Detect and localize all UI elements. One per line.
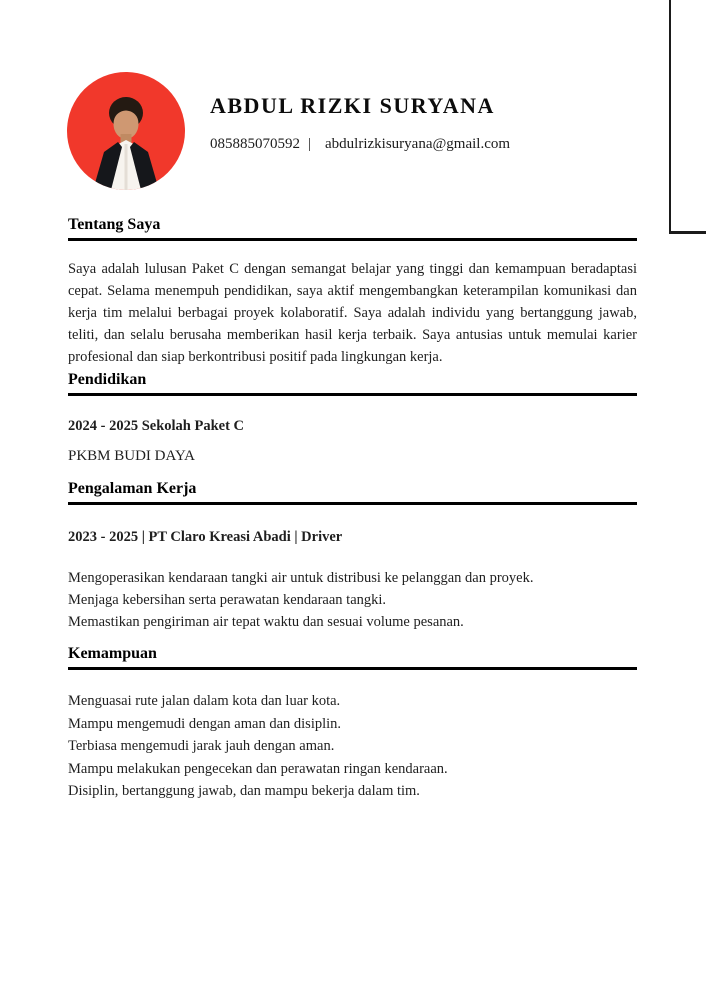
experience-duty-list — [68, 567, 637, 633]
section-kemampuan — [68, 644, 637, 803]
experience-duty: Memastikan pengiriman air tepat waktu dan sesuai volume pesanan. — [68, 614, 464, 630]
email-address: abdulrizkisuryana@gmail.com — [325, 136, 511, 152]
section-title-tentang-saya: Tentang Saya — [68, 215, 637, 241]
resume-header — [67, 72, 510, 190]
contact-line — [210, 135, 510, 153]
candidate-name: ABDUL RIZKI SURYANA — [210, 93, 495, 118]
section-pendidikan — [68, 370, 637, 467]
corner-bracket-decoration — [669, 0, 706, 234]
section-tentang-saya — [68, 215, 637, 368]
header-text — [210, 72, 510, 153]
contact-separator: | — [308, 136, 312, 152]
skill-item: Mampu mengemudi dengan aman dan disiplin. — [68, 715, 342, 732]
skill-item: Mampu melakukan pengecekan dan perawatan ringan kendaraan. — [68, 760, 448, 777]
section-title-pendidikan: Pendidikan — [68, 370, 637, 396]
profile-photo-illustration — [67, 72, 185, 190]
section-pengalaman-kerja — [68, 479, 637, 633]
education-institution: PKBM BUDI DAYA — [68, 448, 195, 464]
experience-entry-title: 2023 - 2025 | PT Claro Kreasi Abadi | Driver — [68, 529, 343, 545]
skill-item: Terbiasa mengemudi jarak jauh dengan aman. — [68, 738, 335, 754]
profile-photo — [67, 72, 185, 190]
skill-item: Menguasai rute jalan dalam kota dan luar kota. — [68, 693, 341, 709]
experience-duty: Mengoperasikan kendaraan tangki air untuk distribusi ke pelanggan dan proyek. — [68, 570, 534, 586]
about-paragraph: Saya adalah lulusan Paket C dengan semangat belajar yang tinggi dan kemampuan beradaptasi cepat. Selama menempuh pendidikan, saya aktif mengembangkan keterampilan komunikasi dan kerja tim melalui berbagai proyek kolaboratif. Saya adalah individu yang bertanggung jawab, teliti, dan selalu berusaha memberikan hasil kerja terbaik. Saya antusias untuk memulai karier profesional dan siap berkontribusi positif pada lingkungan kerja. — [68, 261, 637, 365]
skill-item: Disiplin, bertanggung jawab, dan mampu bekerja dalam tim. — [68, 783, 420, 799]
experience-duty: Menjaga kebersihan serta perawatan kendaraan tangki. — [68, 592, 387, 608]
skill-list — [68, 690, 637, 803]
section-title-pengalaman-kerja: Pengalaman Kerja — [68, 479, 637, 505]
section-title-kemampuan: Kemampuan — [68, 644, 637, 670]
resume-body — [68, 190, 637, 803]
phone-number: 085885070592 — [210, 136, 300, 152]
education-entry-title: 2024 - 2025 Sekolah Paket C — [68, 418, 245, 434]
